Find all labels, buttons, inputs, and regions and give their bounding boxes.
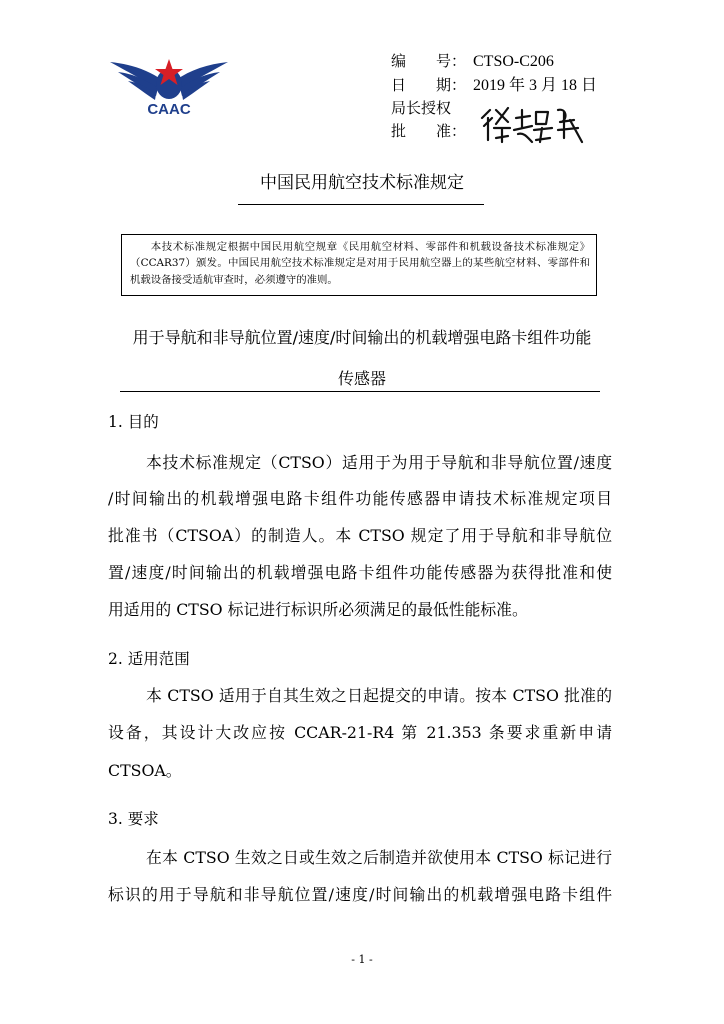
paragraph-line: 用适用的 CTSO 标记进行标识所必须满足的最低性能标准。	[108, 600, 528, 619]
section-heading-requirements: 3. 要求	[108, 810, 159, 828]
paragraph-line: CTSOA。	[108, 761, 182, 780]
title-divider	[238, 204, 484, 205]
paragraph-line: 在本 CTSO 生效之日或生效之后制造并欲使用本 CTSO 标记进行	[146, 848, 612, 867]
subject-heading-line2: 传感器	[337, 369, 386, 388]
subject-divider	[120, 391, 600, 392]
paragraph-line: 批准书（CTSOA）的制造人。本 CTSO 规定了用于导航和非导航位	[108, 526, 612, 545]
section-heading-purpose: 1. 目的	[108, 413, 159, 431]
authorize-label: 局长授权	[391, 99, 452, 117]
date-label: 日 期：	[391, 76, 467, 94]
paragraph-line: 本技术标准规定（CTSO）适用于为用于导航和非导航位置/速度	[146, 453, 612, 472]
number-value: CTSO-C206	[473, 53, 554, 70]
section-heading-scope: 2. 适用范围	[108, 650, 190, 668]
page-number: - 1 -	[351, 953, 373, 966]
paragraph-line: 本 CTSO 适用于自其生效之日起提交的申请。按本 CTSO 批准的	[146, 686, 612, 705]
paragraph-line: 设备，其设计大改应按 CCAR-21-R4 第 21.353 条要求重新申请	[108, 723, 612, 742]
paragraph-line: /时间输出的机载增强电路卡组件功能传感器申请技术标准规定项目	[108, 489, 612, 508]
paragraph-line: 标识的用于导航和非导航位置/速度/时间输出的机载增强电路卡组件	[108, 885, 612, 904]
meta-date-row	[391, 75, 597, 96]
caac-emblem-icon	[108, 50, 230, 122]
handwritten-signature	[478, 98, 588, 148]
caac-logo	[108, 50, 230, 122]
meta-approve-row	[391, 121, 473, 141]
approve-label: 批 准：	[391, 122, 467, 140]
number-label: 编 号：	[391, 52, 467, 70]
notice-text: 本技术标准规定根据中国民用航空规章《民用航空材料、零部件和机载设备技术标准规定》（CCAR37）颁发。中国民用航空技术标准规定是对用于民用航空器上的某些航空材料、零部件和机载设备接受适航审查时，必须遵守的准则。	[130, 241, 590, 286]
paragraph-line: 置/速度/时间输出的机载增强电路卡组件功能传感器为获得批准和使	[108, 563, 612, 582]
logo-caac-text: CAAC	[147, 101, 191, 118]
date-value: 2019 年 3 月 18 日	[473, 77, 598, 94]
subject-heading-line1: 用于导航和非导航位置/速度/时间输出的机载增强电路卡组件功能	[132, 328, 592, 347]
meta-authorize-row	[391, 98, 473, 118]
signature-icon	[478, 98, 588, 148]
meta-number-row	[391, 51, 554, 72]
document-title: 中国民用航空技术标准规定	[260, 173, 464, 193]
notice-box	[121, 234, 597, 296]
